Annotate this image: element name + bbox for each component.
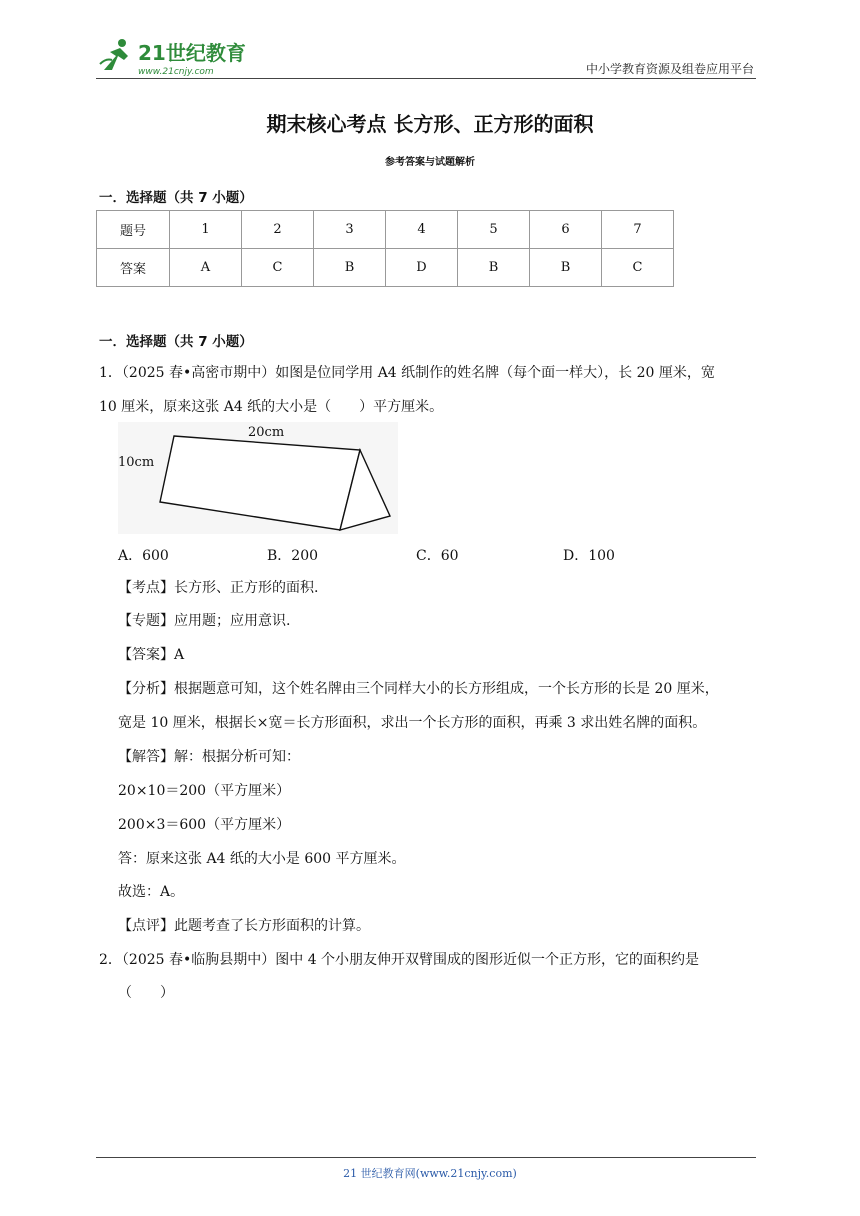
option-d: D．100 bbox=[563, 548, 615, 564]
selected-answer: 故选：A。 bbox=[118, 884, 185, 900]
option-c: C．60 bbox=[416, 548, 459, 564]
table-cell: 题号 bbox=[97, 211, 170, 249]
table-cell: C bbox=[602, 249, 674, 287]
logo-url: www.21cnjy.com bbox=[138, 67, 214, 77]
solution-step-1: 20×10＝200（平方厘米） bbox=[118, 783, 291, 799]
table-cell: 答案 bbox=[97, 249, 170, 287]
question-2-line-1: 2．（2025 春•临朐县期中）图中 4 个小朋友伸开双臂围成的图形近似一个正方形，它的面积约是 bbox=[99, 952, 700, 968]
table-cell: 2 bbox=[242, 211, 314, 249]
table-cell: 7 bbox=[602, 211, 674, 249]
solution-answer: 答：原来这张 A4 纸的大小是 600 平方厘米。 bbox=[118, 851, 406, 867]
analysis-line-1: 【分析】根据题意可知，这个姓名牌由三个同样大小的长方形组成，一个长方形的长是 20 厘米， bbox=[118, 681, 719, 697]
solution-intro: 【解答】解：根据分析可知： bbox=[118, 749, 300, 765]
analysis-line-2: 宽是 10 厘米，根据长×宽＝长方形面积，求出一个长方形的面积，再乘 3 求出姓名牌的面积。 bbox=[118, 715, 707, 731]
question-1-line-2: 10 厘米，原来这张 A4 纸的大小是（ ）平方厘米。 bbox=[99, 399, 444, 415]
answer-table bbox=[96, 210, 674, 287]
table-cell: 5 bbox=[458, 211, 530, 249]
table-cell: 1 bbox=[170, 211, 242, 249]
question-1-line-1: 1．（2025 春•高密市期中）如图是位同学用 A4 纸制作的姓名牌（每个面一样大），长 20 厘米，宽 bbox=[99, 365, 715, 381]
table-row bbox=[97, 211, 674, 249]
figure-length-label: 20cm bbox=[248, 425, 285, 440]
kaodian: 【考点】长方形、正方形的面积. bbox=[118, 580, 319, 596]
table-cell: 3 bbox=[314, 211, 386, 249]
header-divider bbox=[96, 78, 756, 79]
solution-step-2: 200×3＝600（平方厘米） bbox=[118, 817, 291, 833]
table-cell: C bbox=[242, 249, 314, 287]
table-cell: B bbox=[458, 249, 530, 287]
section-heading: 一．选择题（共 7 小题） bbox=[99, 334, 253, 350]
table-cell: 4 bbox=[386, 211, 458, 249]
section-heading: 一．选择题（共 7 小题） bbox=[99, 190, 253, 206]
table-cell: D bbox=[386, 249, 458, 287]
table-cell: B bbox=[314, 249, 386, 287]
site-logo bbox=[96, 34, 266, 78]
name-plate-figure bbox=[118, 422, 398, 534]
header-platform-text: 中小学教育资源及组卷应用平台 bbox=[585, 62, 754, 76]
table-cell: A bbox=[170, 249, 242, 287]
page-title: 期末核心考点 长方形、正方形的面积 bbox=[266, 112, 594, 136]
comment: 【点评】此题考查了长方形面积的计算。 bbox=[118, 918, 370, 934]
table-cell: 6 bbox=[530, 211, 602, 249]
answer: 【答案】A bbox=[118, 647, 185, 663]
table-row bbox=[97, 249, 674, 287]
footer-text: 21 世纪教育网(www.21cnjy.com) bbox=[343, 1167, 517, 1180]
table-cell: B bbox=[530, 249, 602, 287]
question-2-line-2: （ ） bbox=[118, 985, 174, 1001]
logo-text: 21世纪教育 bbox=[138, 41, 246, 65]
zhuanti: 【专题】应用题；应用意识. bbox=[118, 613, 291, 629]
figure-width-label: 10cm bbox=[118, 455, 155, 470]
option-b: B．200 bbox=[267, 548, 319, 564]
option-a: A．600 bbox=[118, 548, 169, 564]
footer-divider bbox=[96, 1157, 756, 1158]
page-subtitle: 参考答案与试题解析 bbox=[385, 157, 475, 168]
